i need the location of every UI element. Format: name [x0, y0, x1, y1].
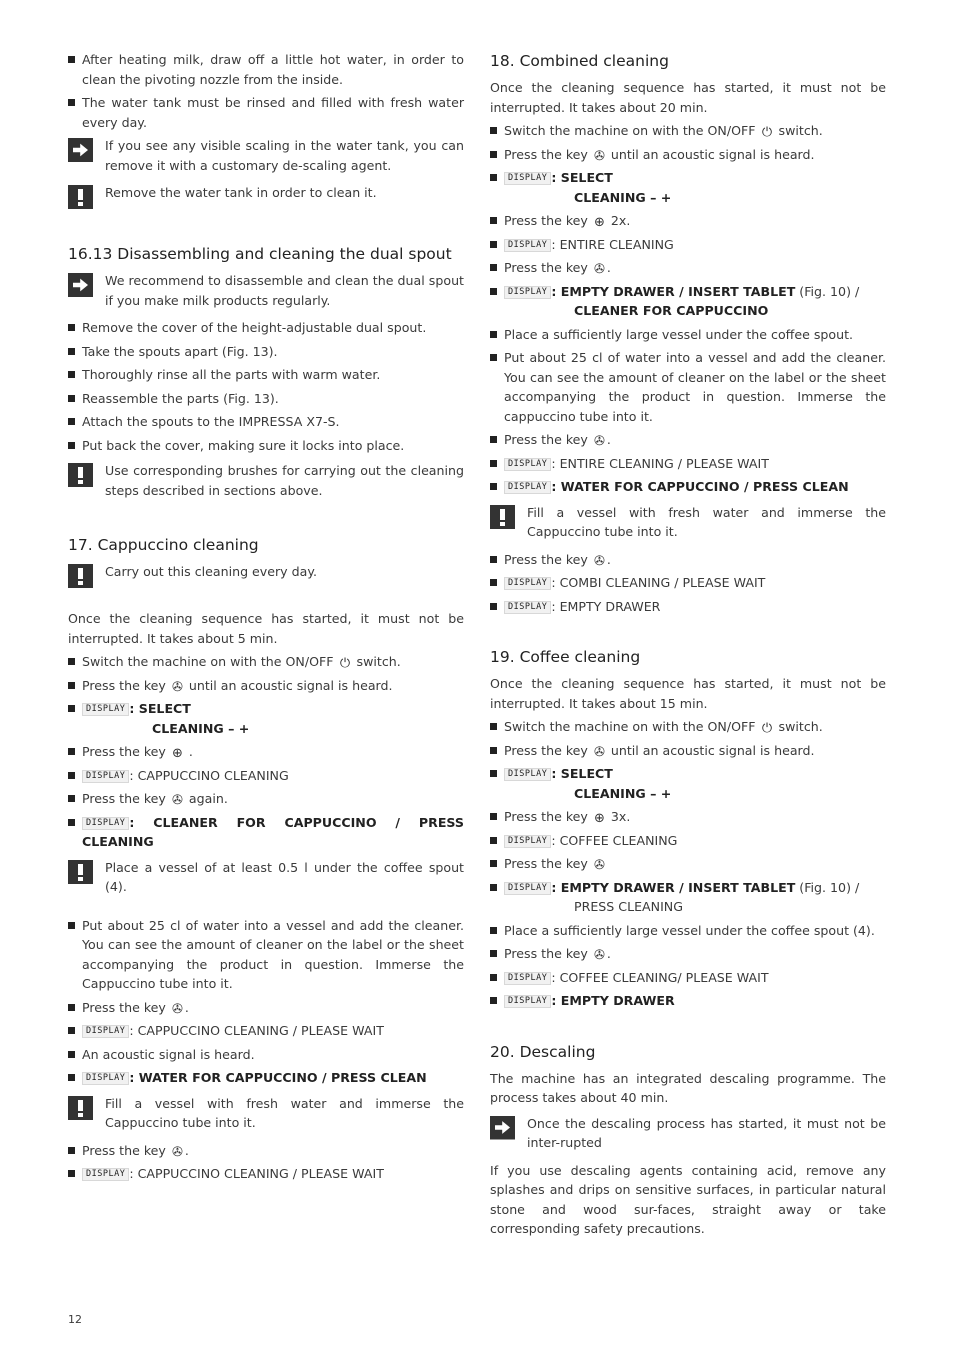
list-item: Press the key ✇ .: [490, 258, 886, 278]
paragraph: Once the cleaning sequence has started, it must not be interrupted. It takes about 20 min.: [490, 80, 886, 115]
display-item: DISPLAY : CLEANER FOR CAPPUCCINO / PRESS CLEANING: [68, 813, 464, 852]
cleaning-key-icon: ✇: [593, 744, 605, 760]
display-icon: DISPLAY: [504, 577, 551, 590]
cleaning-key-icon: ✇: [593, 148, 605, 164]
display-item: DISPLAY : SELECT CLEANING – +: [68, 699, 464, 738]
plus-key-icon: ⊕: [171, 746, 183, 761]
display-item: DISPLAY : EMPTY DRAWER / INSERT TABLET (Fig. 10) / PRESS CLEANING: [490, 878, 886, 917]
list-item: Put about 25 cl of water into a vessel and add the cleaner. You can see the amount of cleaner on the label or the sheet accompanying the product in question. Immerse the cappuccino tube into it.: [490, 348, 886, 426]
list-item: Thoroughly rinse all the parts with warm water.: [68, 365, 464, 385]
display-item: DISPLAY : WATER FOR CAPPUCCINO / PRESS CLEAN: [68, 1068, 464, 1088]
display-icon: DISPLAY: [82, 1025, 129, 1038]
list-item: Press the key ⊕ .: [68, 742, 464, 762]
section-title: 19. Coffee cleaning: [490, 648, 641, 666]
page-number: 12: [68, 1313, 82, 1326]
warning-note: Use corresponding brushes for carrying out the cleaning steps described in sections above.: [68, 461, 464, 500]
list-item: Press the key ✇ .: [490, 944, 886, 964]
display-icon: DISPLAY: [82, 1072, 129, 1085]
power-icon: ⏻: [339, 656, 351, 671]
display-item: DISPLAY : CAPPUCCINO CLEANING: [68, 766, 464, 786]
exclamation-icon: [68, 1096, 93, 1120]
warning-note: Place a vessel of at least 0.5 l under the coffee spout (4).: [68, 858, 464, 897]
display-item: DISPLAY : COMBI CLEANING / PLEASE WAIT: [490, 573, 886, 593]
arrow-icon: [490, 1116, 515, 1140]
list-item: Press the key ✇ until an acoustic signal is heard.: [490, 741, 886, 761]
list-item: Switch the machine on with the ON/OFF ⏻ switch.: [490, 717, 886, 737]
cleaning-key-icon: ✇: [171, 793, 183, 808]
tip-note: We recommend to disassemble and clean the dual spout if you make milk products regularly.: [68, 271, 464, 310]
arrow-icon: [68, 138, 93, 162]
paragraph: If you use descaling agents containing acid, remove any splashes and drips on sensitive surfaces, in particular natural stone and wood sur-faces, straight away or take corresponding safety precautions.: [490, 1162, 886, 1236]
display-item: DISPLAY : COFFEE CLEANING/ PLEASE WAIT: [490, 968, 886, 988]
left-column: [68, 50, 464, 1188]
display-icon: DISPLAY: [504, 995, 551, 1008]
display-item: DISPLAY : SELECT CLEANING – +: [490, 168, 886, 207]
exclamation-icon: [68, 564, 93, 588]
list-item: Press the key ✇ .: [68, 998, 464, 1018]
cleaning-key-icon: ✇: [171, 679, 183, 695]
display-item: DISPLAY : CAPPUCCINO CLEANING / PLEASE WAIT: [68, 1164, 464, 1184]
display-icon: DISPLAY: [504, 239, 551, 252]
section-title: 16.13 Disassembling and cleaning the dual spout: [68, 245, 452, 263]
section-title: 18. Combined cleaning: [490, 52, 669, 70]
paragraph: The machine has an integrated descaling programme. The process takes about 40 min.: [490, 1070, 886, 1105]
arrow-icon: [68, 273, 93, 297]
list-item: Reassemble the parts (Fig. 13).: [68, 389, 464, 409]
cleaning-key-icon: ✇: [593, 553, 605, 569]
display-item: DISPLAY : EMPTY DRAWER: [490, 597, 886, 617]
display-item: DISPLAY : EMPTY DRAWER / INSERT TABLET (Fig. 10) / CLEANER FOR CAPPUCCINO: [490, 282, 886, 321]
list-item: Press the key ✇ .: [68, 1141, 464, 1161]
list-item: The water tank must be rinsed and filled with fresh water every day.: [68, 93, 464, 132]
power-icon: ⏻: [761, 721, 773, 736]
list-item: Press the key ✇ again.: [68, 789, 464, 809]
list-item: Press the key ⊕ 3x.: [490, 807, 886, 827]
power-icon: ⏻: [761, 125, 773, 140]
display-icon: DISPLAY: [504, 481, 551, 494]
exclamation-icon: [68, 463, 93, 487]
list-item: Press the key ✇: [490, 854, 886, 874]
list-item: Switch the machine on with the ON/OFF ⏻ switch.: [68, 652, 464, 672]
cleaning-key-icon: ✇: [593, 434, 605, 449]
section-title: 17. Cappuccino cleaning: [68, 536, 259, 554]
display-item: DISPLAY : SELECT CLEANING – +: [490, 764, 886, 803]
display-item: DISPLAY : ENTIRE CLEANING / PLEASE WAIT: [490, 454, 886, 474]
list-item: Take the spouts apart (Fig. 13).: [68, 342, 464, 362]
list-item: Remove the cover of the height-adjustable dual spout.: [68, 318, 464, 338]
warning-note: Remove the water tank in order to clean it.: [68, 183, 464, 210]
plus-key-icon: ⊕: [593, 811, 605, 826]
list-item: Place a sufficiently large vessel under the coffee spout.: [490, 325, 886, 345]
display-icon: DISPLAY: [504, 458, 551, 471]
paragraph: Once the cleaning sequence has started, it must not be interrupted. It takes about 5 min.: [68, 611, 464, 646]
display-icon: DISPLAY: [504, 835, 551, 848]
display-icon: DISPLAY: [504, 972, 551, 985]
cleaning-key-icon: ✇: [171, 1144, 183, 1160]
list-item: Attach the spouts to the IMPRESSA X7-S.: [68, 412, 464, 432]
list-item: Press the key ✇ .: [490, 550, 886, 570]
right-column: [490, 50, 886, 1243]
display-icon: DISPLAY: [82, 1168, 129, 1181]
display-icon: DISPLAY: [504, 601, 551, 614]
display-icon: DISPLAY: [82, 770, 129, 783]
list-item: Press the key ✇ until an acoustic signal is heard.: [68, 676, 464, 696]
display-icon: DISPLAY: [504, 172, 551, 185]
cleaning-key-icon: ✇: [593, 262, 605, 277]
list-item: Press the key ✇ until an acoustic signal is heard.: [490, 145, 886, 165]
display-icon: DISPLAY: [82, 817, 129, 830]
warning-note: Fill a vessel with fresh water and immerse the Cappuccino tube into it.: [68, 1094, 464, 1133]
tip-note: Once the descaling process has started, it must not be inter-rupted: [490, 1114, 886, 1153]
list-item: Place a sufficiently large vessel under the coffee spout (4).: [490, 921, 886, 941]
display-item: DISPLAY : WATER FOR CAPPUCCINO / PRESS CLEAN: [490, 477, 886, 497]
list-item: Press the key ⊕ 2x.: [490, 211, 886, 231]
exclamation-icon: [68, 860, 93, 884]
plus-key-icon: ⊕: [593, 215, 605, 230]
warning-note: Carry out this cleaning every day.: [68, 562, 464, 589]
list-item: Press the key ✇ .: [490, 430, 886, 450]
section-title: 20. Descaling: [490, 1042, 596, 1061]
display-item: DISPLAY : ENTIRE CLEANING: [490, 235, 886, 255]
paragraph: Once the cleaning sequence has started, it must not be interrupted. It takes about 15 min.: [490, 676, 886, 711]
display-item: DISPLAY : CAPPUCCINO CLEANING / PLEASE WAIT: [68, 1021, 464, 1041]
display-icon: DISPLAY: [82, 703, 129, 716]
cleaning-key-icon: ✇: [171, 1001, 183, 1017]
display-icon: DISPLAY: [504, 768, 551, 781]
list-item: After heating milk, draw off a little hot water, in order to clean the pivoting nozzle from the inside.: [68, 50, 464, 89]
tip-note: If you see any visible scaling in the water tank, you can remove it with a customary de-scaling agent.: [68, 136, 464, 175]
display-item: DISPLAY : EMPTY DRAWER: [490, 991, 886, 1011]
exclamation-icon: [68, 185, 93, 209]
cleaning-key-icon: ✇: [593, 858, 605, 873]
list-item: Put back the cover, making sure it locks into place.: [68, 436, 464, 456]
list-item: Put about 25 cl of water into a vessel and add the cleaner. You can see the amount of cleaner on the label or the sheet accompanying the product in question. Immerse the Cappuccino tube into it.: [68, 916, 464, 994]
warning-note: Fill a vessel with fresh water and immerse the Cappuccino tube into it.: [490, 503, 886, 542]
display-item: DISPLAY : COFFEE CLEANING: [490, 831, 886, 851]
display-icon: DISPLAY: [504, 286, 551, 299]
exclamation-icon: [490, 505, 515, 529]
list-item: Switch the machine on with the ON/OFF ⏻ switch.: [490, 121, 886, 141]
cleaning-key-icon: ✇: [593, 948, 605, 963]
list-item: An acoustic signal is heard.: [68, 1045, 464, 1065]
display-icon: DISPLAY: [504, 882, 551, 895]
